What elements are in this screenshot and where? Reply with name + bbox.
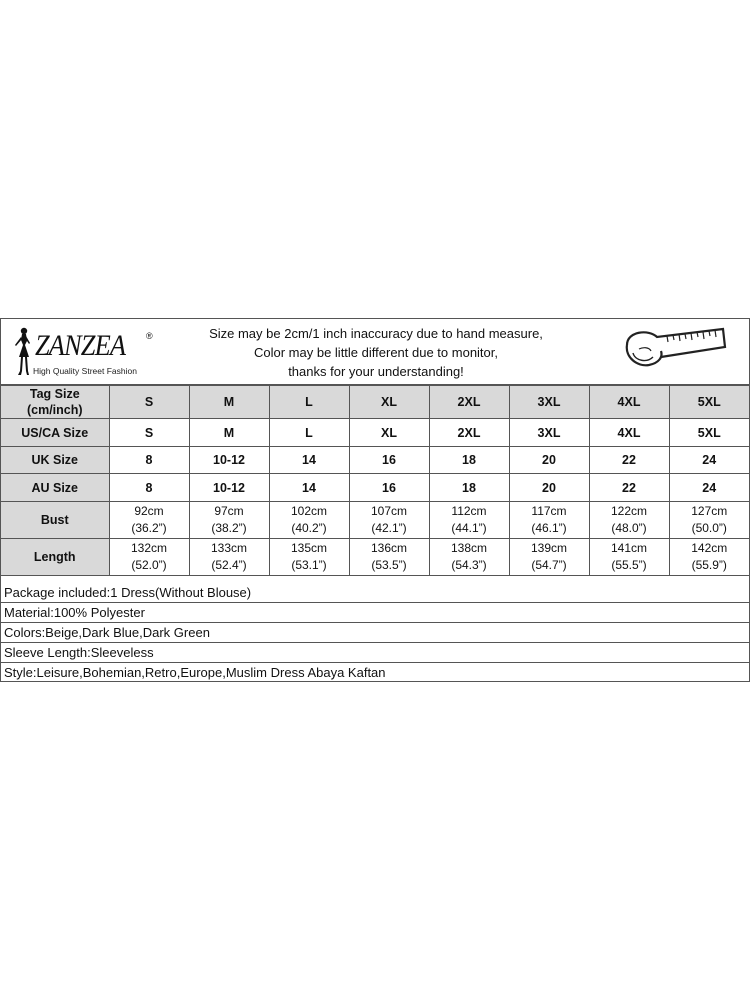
table-cell: 16 [349,474,429,502]
table-cell: 3XL [509,419,589,447]
row-header: Tag Size (cm/inch) [1,386,109,419]
table-row [1,419,749,447]
table-cell: 141cm (55.5”) [589,539,669,576]
table-cell: 135cm (53.1”) [269,539,349,576]
table-cell: 22 [589,474,669,502]
table-row [1,447,749,474]
table-cell: M [189,386,269,419]
brand-name: ZANZEA [35,329,126,362]
table-cell: 14 [269,474,349,502]
table-cell: 107cm (42.1”) [349,502,429,539]
row-header: US/CA Size [1,419,109,447]
table-cell: 2XL [429,386,509,419]
woman-silhouette-icon [9,325,35,379]
table-cell: 142cm (55.9”) [669,539,749,576]
size-chart [0,318,750,682]
table-cell: 8 [109,474,189,502]
table-cell: 136cm (53.5”) [349,539,429,576]
table-cell: 8 [109,447,189,474]
chart-header [1,319,749,385]
row-header: Bust [1,502,109,539]
table-cell: XL [349,386,429,419]
table-cell: 3XL [509,386,589,419]
table-cell: 117cm (46.1”) [509,502,589,539]
table-cell: 127cm (50.0”) [669,502,749,539]
table-cell: 139cm (54.7”) [509,539,589,576]
detail-package: Package included:1 Dress(Without Blouse) [1,583,749,603]
table-cell: XL [349,419,429,447]
table-cell: 14 [269,447,349,474]
brand-logo [9,325,159,380]
table-cell: L [269,386,349,419]
table-row [1,386,749,419]
table-cell: 20 [509,447,589,474]
table-cell: M [189,419,269,447]
table-cell: 2XL [429,419,509,447]
table-cell: 133cm (52.4”) [189,539,269,576]
table-cell: S [109,386,189,419]
table-cell: 20 [509,474,589,502]
table-cell: 4XL [589,386,669,419]
table-cell: 97cm (38.2”) [189,502,269,539]
table-cell: 22 [589,447,669,474]
measuring-tape-icon [619,323,729,379]
table-cell: S [109,419,189,447]
brand-tagline: High Quality Street Fashion [33,366,137,376]
table-cell: 10-12 [189,474,269,502]
row-header: AU Size [1,474,109,502]
table-cell: 18 [429,447,509,474]
table-cell: 112cm (44.1”) [429,502,509,539]
table-cell: 138cm (54.3”) [429,539,509,576]
measurement-notice [161,324,591,381]
table-cell: 18 [429,474,509,502]
detail-material: Material:100% Polyester [1,603,749,623]
table-cell: 24 [669,447,749,474]
notice-line: thanks for your understanding! [288,364,464,379]
row-header: Length [1,539,109,576]
table-cell: 92cm (36.2”) [109,502,189,539]
table-row [1,502,749,539]
registered-mark: ® [146,331,153,341]
table-row [1,474,749,502]
table-cell: 4XL [589,419,669,447]
table-cell: 10-12 [189,447,269,474]
notice-line: Color may be little different due to monitor, [254,345,498,360]
table-cell: 132cm (52.0”) [109,539,189,576]
table-cell: 102cm (40.2”) [269,502,349,539]
table-cell: L [269,419,349,447]
detail-sleeve: Sleeve Length:Sleeveless [1,643,749,663]
product-details [1,583,749,682]
row-header: UK Size [1,447,109,474]
table-cell: 5XL [669,386,749,419]
detail-style: Style:Leisure,Bohemian,Retro,Europe,Muslim Dress Abaya Kaftan [4,665,386,680]
size-table [1,385,749,576]
detail-colors: Colors:Beige,Dark Blue,Dark Green [1,623,749,643]
table-cell: 122cm (48.0”) [589,502,669,539]
table-cell: 5XL [669,419,749,447]
notice-line: Size may be 2cm/1 inch inaccuracy due to hand measure, [209,326,543,341]
table-row [1,539,749,576]
table-cell: 16 [349,447,429,474]
table-cell: 24 [669,474,749,502]
